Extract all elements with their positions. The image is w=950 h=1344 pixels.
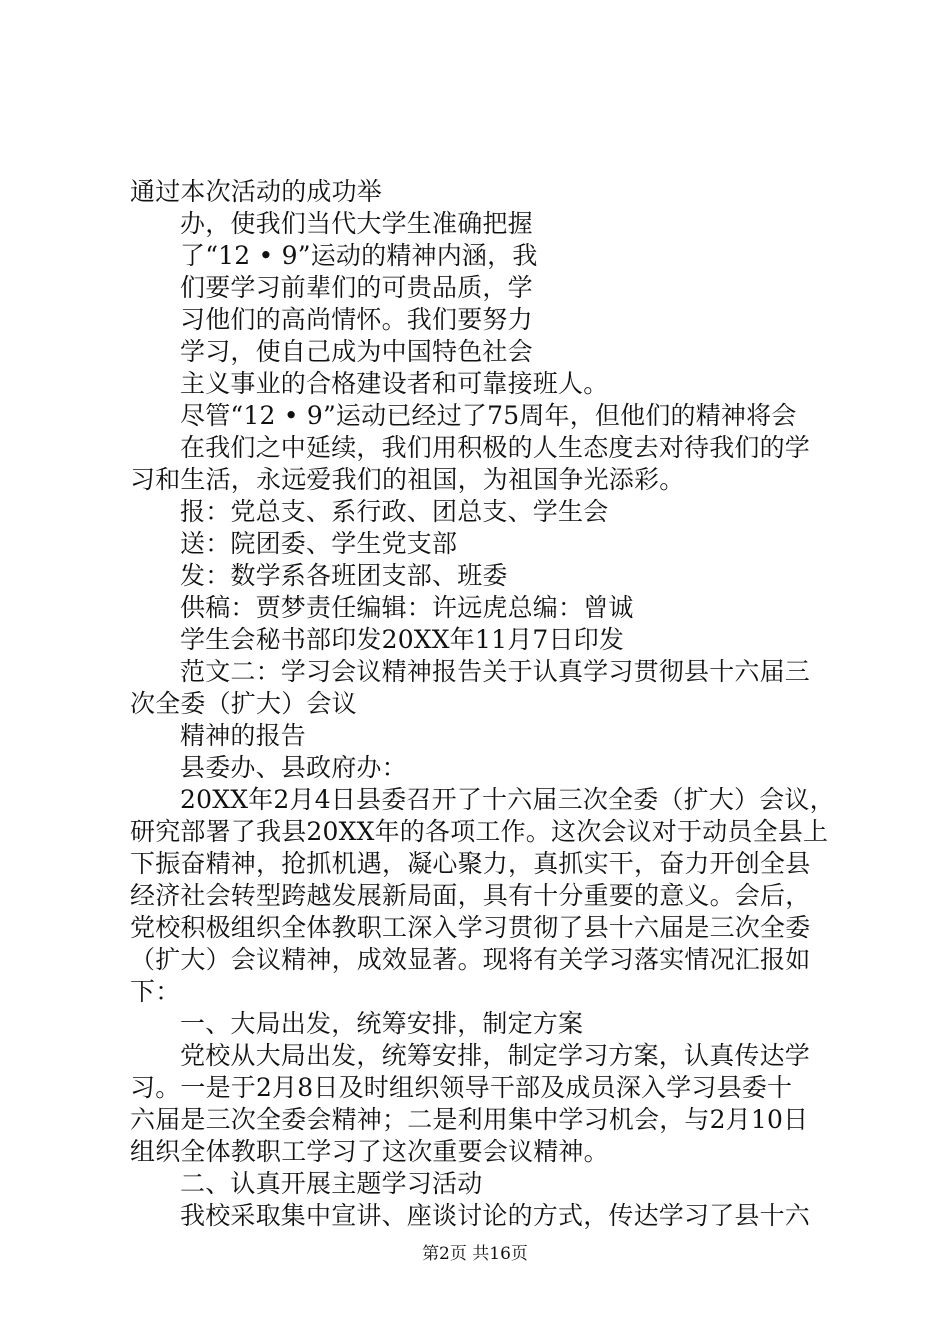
text-line: 们要学习前辈们的可贵品质，学: [180, 273, 533, 302]
text-line: 研究部署了我县20XX年的各项工作。这次会议对于动员全县上: [130, 817, 829, 846]
text-line: 20XX年2月4日县委召开了十六届三次全委（扩大）会议，: [180, 785, 835, 814]
text-line: 尽管“12 • 9”运动已经过了75周年，但他们的精神将会: [180, 401, 797, 430]
text-line: 二、认真开展主题学习活动: [180, 1169, 483, 1198]
text-line: 供稿：贾梦责任编辑：许远虎总编：曾诚: [180, 593, 634, 622]
text-line: 范文二：学习会议精神报告关于认真学习贯彻县十六届三: [180, 657, 811, 686]
text-line: 党校积极组织全体教职工深入学习贯彻了县十六届是三次全委: [130, 913, 811, 942]
text-line: 在我们之中延续，我们用积极的人生态度去对待我们的学: [180, 433, 811, 462]
text-line: 下：: [130, 977, 181, 1006]
text-line: 办，使我们当代大学生准确把握: [180, 209, 533, 238]
text-line: 一、大局出发，统筹安排，制定方案: [180, 1009, 584, 1038]
text-line: 精神的报告: [180, 721, 307, 750]
text-line: 学生会秘书部印发20XX年11月7日印发: [180, 625, 625, 654]
text-line: 六届是三次全委会精神；二是利用集中学习机会，与2月10日: [130, 1105, 809, 1134]
text-line: 习和生活，永远爱我们的祖国，为祖国争光添彩。: [130, 465, 685, 494]
text-line: 发：数学系各班团支部、班委: [180, 561, 508, 590]
text-line: 组织全体教职工学习了这次重要会议精神。: [130, 1137, 609, 1166]
text-line: 学习，使自己成为中国特色社会: [180, 337, 533, 366]
text-line: 通过本次活动的成功举: [130, 177, 383, 206]
text-line: 主义事业的合格建设者和可靠接班人。: [180, 369, 609, 398]
text-line: 我校采取集中宣讲、座谈讨论的方式，传达学习了县十六: [180, 1201, 811, 1230]
text-line: 了“12 • 9”运动的精神内涵，我: [180, 241, 538, 270]
text-line: 次全委（扩大）会议: [130, 689, 357, 718]
text-line: 送：院团委、学生党支部: [180, 529, 458, 558]
text-line: 党校从大局出发，统筹安排，制定学习方案，认真传达学: [180, 1041, 811, 1070]
text-line: 县委办、县政府办：: [180, 753, 407, 782]
text-line: 习他们的高尚情怀。我们要努力: [180, 305, 533, 334]
text-line: 下振奋精神，抢抓机遇，凝心聚力，真抓实干，奋力开创全县: [130, 849, 811, 878]
text-line: 经济社会转型跨越发展新局面，具有十分重要的意义。会后，: [130, 881, 811, 910]
text-line: 报：党总支、系行政、团总支、学生会: [180, 497, 609, 526]
text-line: 习。一是于2月8日及时组织领导干部及成员深入学习县委十: [130, 1073, 793, 1102]
text-line: （扩大）会议精神，成效显著。现将有关学习落实情况汇报如: [130, 945, 811, 974]
page-number-footer: 第2页 共16页: [422, 1244, 528, 1264]
